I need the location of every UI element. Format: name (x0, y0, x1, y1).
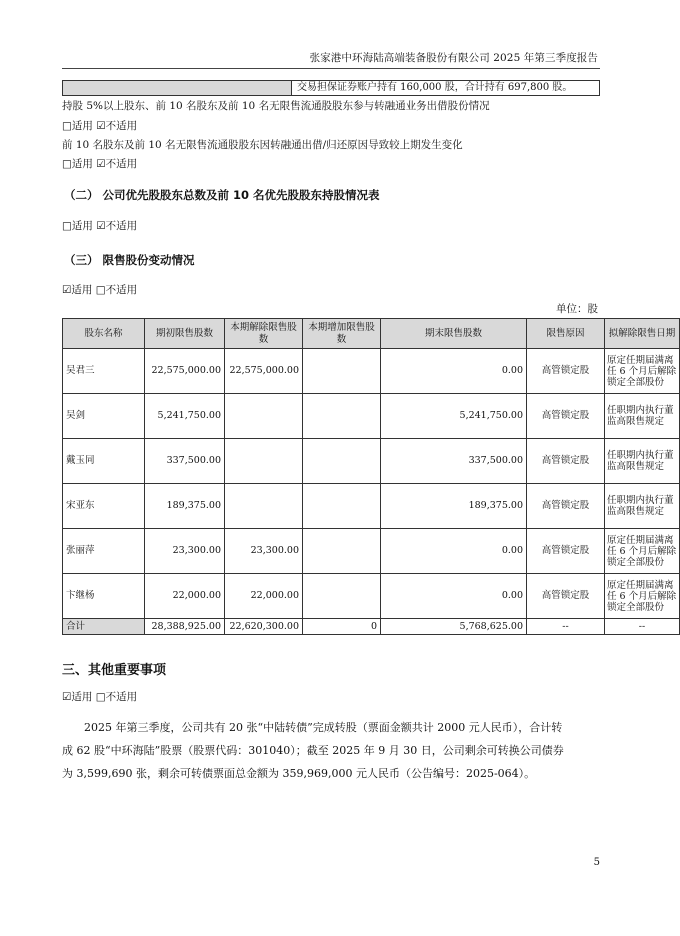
other-matters-heading: 三、其他重要事项 (62, 663, 167, 678)
col-header-reason: 限售原因 (527, 319, 605, 349)
cell-date: 原定任期届满离任 6 个月后解除锁定全部股份 (605, 349, 680, 394)
cell-date: 原定任期届满离任 6 个月后解除锁定全部股份 (605, 529, 680, 574)
col-header-released: 本期解除限售股数 (225, 319, 303, 349)
cell-start: 5,241,750.00 (145, 394, 225, 439)
lending-note-option: □适用 ☑不适用 (62, 120, 138, 132)
cell-added (303, 484, 381, 529)
cell-name: 吴君三 (63, 349, 145, 394)
cell-start: 23,300.00 (145, 529, 225, 574)
cell-date: 原定任期届满离任 6 个月后解除锁定全部股份 (605, 574, 680, 619)
cell-end: 0.00 (381, 349, 527, 394)
cell-date: 任职期内执行董监高限售规定 (605, 394, 680, 439)
cell-end: 337,500.00 (381, 439, 527, 484)
unit-label: 单位：股 (556, 303, 598, 315)
cell-start: 337,500.00 (145, 439, 225, 484)
table-total-row (63, 619, 680, 635)
cell-total-reason: -- (527, 619, 605, 635)
cell-total-released: 22,620,300.00 (225, 619, 303, 635)
table-row (63, 574, 680, 619)
cell-end: 5,241,750.00 (381, 394, 527, 439)
cell-released (225, 394, 303, 439)
cell-name: 戴玉同 (63, 439, 145, 484)
col-header-end: 期末限售股数 (381, 319, 527, 349)
cell-added (303, 439, 381, 484)
cell-name: 卞继杨 (63, 574, 145, 619)
cell-date: 任职期内执行董监高限售规定 (605, 484, 680, 529)
preferred-shareholders-option: □适用 ☑不适用 (62, 220, 138, 232)
table-row (63, 394, 680, 439)
cell-added (303, 349, 381, 394)
paragraph-line: 2025 年第三季度，公司共有 20 张“中陆转债”完成转股（票面金额共计 2000 元人民币），合计转 (84, 721, 563, 734)
cell-date: 任职期内执行董监高限售规定 (605, 439, 680, 484)
cell-reason: 高管锁定股 (527, 484, 605, 529)
conversion-paragraph (62, 716, 602, 785)
continued-table-row (62, 80, 600, 96)
cell-released: 22,000.00 (225, 574, 303, 619)
cell-released (225, 439, 303, 484)
cell-released (225, 484, 303, 529)
lending-change-note: 前 10 名股东及前 10 名无限售流通股股东因转融通出借/归还原因导致较上期发生变化 (62, 139, 463, 151)
cell-reason: 高管锁定股 (527, 394, 605, 439)
cell-added (303, 394, 381, 439)
header-divider (62, 68, 600, 69)
table-row (63, 529, 680, 574)
page-number: 5 (593, 857, 600, 868)
cell-name: 张丽萍 (63, 529, 145, 574)
cell-end: 189,375.00 (381, 484, 527, 529)
paragraph-line: 成 62 股“中环海陆”股票（股票代码：301040）；截至 2025 年 9 月 30 日，公司剩余可转换公司债券 (62, 744, 564, 757)
restricted-shares-option: ☑适用 □不适用 (62, 284, 138, 296)
table-row (63, 484, 680, 529)
cell-reason: 高管锁定股 (527, 529, 605, 574)
cell-name: 吴剑 (63, 394, 145, 439)
table-header-row (63, 319, 680, 349)
cell-total-label: 合计 (63, 619, 145, 635)
col-header-date: 拟解除限售日期 (605, 319, 680, 349)
preferred-shareholders-heading: （二） 公司优先股股东总数及前 10 名优先股股东持股情况表 (64, 188, 380, 202)
col-header-start: 期初限售股数 (145, 319, 225, 349)
cell-total-added: 0 (303, 619, 381, 635)
col-header-added: 本期增加限售股数 (303, 319, 381, 349)
continued-row-text: 交易担保证券账户持有 160,000 股，合计持有 697,800 股。 (297, 82, 573, 93)
cell-reason: 高管锁定股 (527, 349, 605, 394)
cell-start: 22,575,000.00 (145, 349, 225, 394)
cell-released: 23,300.00 (225, 529, 303, 574)
restricted-shares-table (62, 318, 680, 635)
lending-note: 持股 5%以上股东、前 10 名股东及前 10 名无限售流通股股东参与转融通业务出借股份情况 (62, 100, 490, 112)
cell-total-start: 28,388,925.00 (145, 619, 225, 635)
shaded-cell (63, 81, 292, 95)
cell-released: 22,575,000.00 (225, 349, 303, 394)
cell-reason: 高管锁定股 (527, 439, 605, 484)
page-header: 张家港中环海陆高端装备股份有限公司 2025 年第三季度报告 (309, 52, 598, 64)
table-row (63, 349, 680, 394)
cell-total-date: -- (605, 619, 680, 635)
cell-end: 0.00 (381, 529, 527, 574)
cell-start: 22,000.00 (145, 574, 225, 619)
cell-added (303, 529, 381, 574)
cell-start: 189,375.00 (145, 484, 225, 529)
paragraph-line: 为 3,599,690 张，剩余可转债票面总金额为 359,969,000 元人民币（公告编号：2025-064）。 (62, 767, 536, 780)
cell-total-end: 5,768,625.00 (381, 619, 527, 635)
col-header-name: 股东名称 (63, 319, 145, 349)
table-row (63, 439, 680, 484)
restricted-shares-heading: （三） 限售股份变动情况 (64, 253, 195, 267)
lending-change-option: □适用 ☑不适用 (62, 158, 138, 170)
other-matters-option: ☑适用 □不适用 (62, 691, 138, 703)
cell-name: 宋亚东 (63, 484, 145, 529)
cell-end: 0.00 (381, 574, 527, 619)
cell-added (303, 574, 381, 619)
cell-reason: 高管锁定股 (527, 574, 605, 619)
